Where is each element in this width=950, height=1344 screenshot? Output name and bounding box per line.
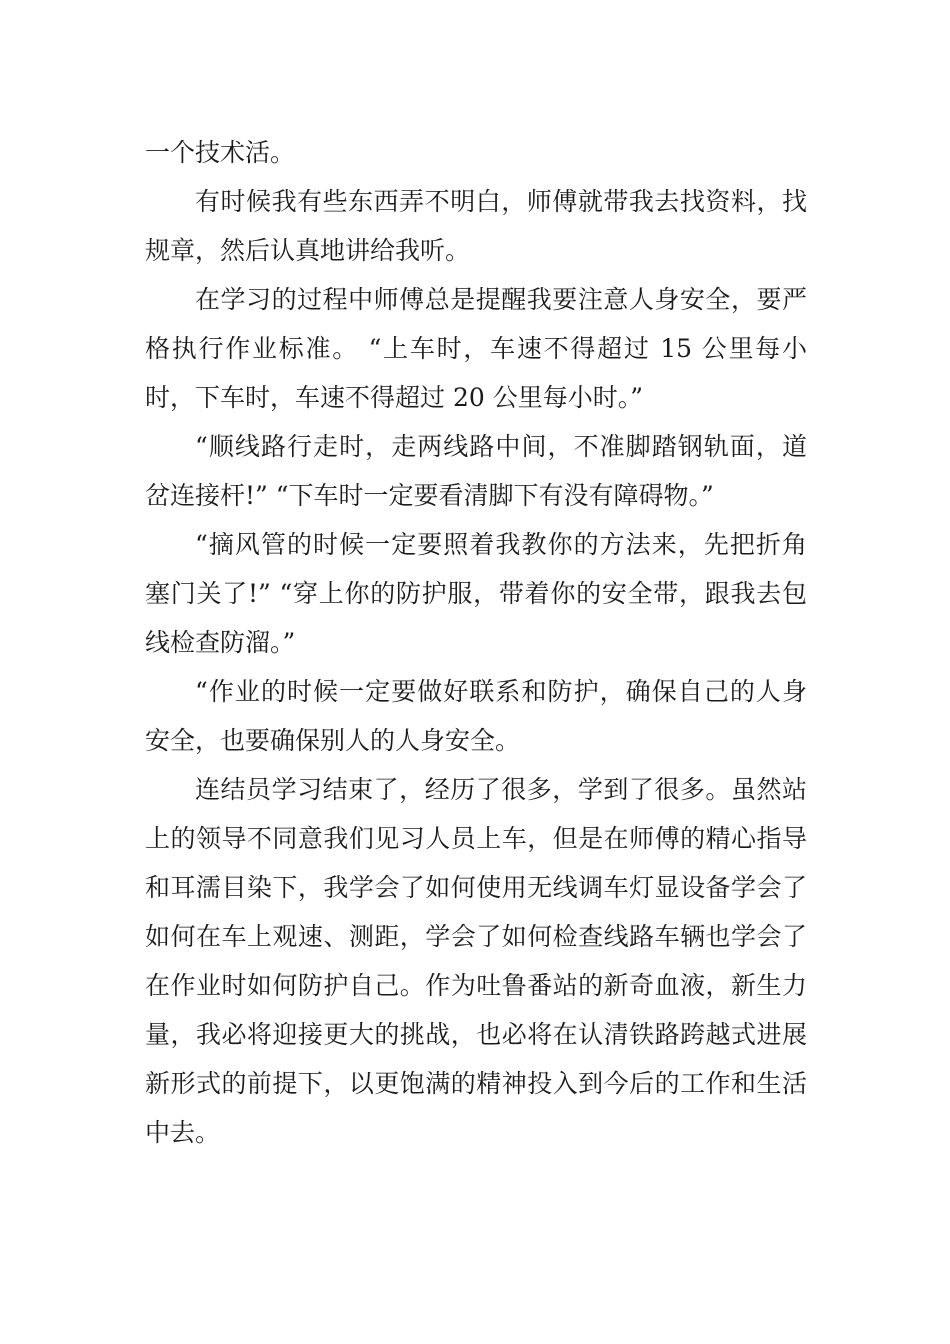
paragraph-conclusion: 连结员学习结束了，经历了很多，学到了很多。虽然站上的领导不同意我们见习人员上车，但是在师傅的精心指导和耳濡目染下，我学会了如何使用无线调车灯显设备学会了如何在车上观速、测距，学会了如何检查线路车辆也学会了在作业时如何防护自己。作为吐鲁番站的新奇血液，新生力量，我必将迎接更大的挑战，也必将在认清铁路跨越式进展新形式的前提下，以更饱满的精神投入到今后的工作和生活中去。 — [145, 775, 807, 1147]
paragraph-walking-rules: “顺线路行走时，走两线路中间，不准脚踏钢轨面，道岔连接杆!” “下车时一定要看清脚下有没有障碍物。” — [145, 432, 807, 510]
paragraph-air-hose: “摘风管的时候一定要照着我教你的方法来，先把折角塞门关了!” “穿上你的防护服，带着你的安全带，跟我去包线检查防溜。” — [145, 530, 807, 657]
paragraph-safety-reminder: 在学习的过程中师傅总是提醒我要注意人身安全，要严格执行作业标准。 “上车时，车速不得超过 15 公里每小时，下车时，车速不得超过 20 公里每小时。” — [145, 285, 807, 412]
document-body — [145, 128, 807, 1157]
paragraph-continuation: 一个技术活。 — [145, 138, 296, 167]
paragraph-protection: “作业的时候一定要做好联系和防护，确保自己的人身安全，也要确保别人的人身安全。 — [145, 677, 807, 755]
paragraph-master-guidance: 有时候我有些东西弄不明白，师傅就带我去找资料，找规章，然后认真地讲给我听。 — [145, 187, 807, 265]
